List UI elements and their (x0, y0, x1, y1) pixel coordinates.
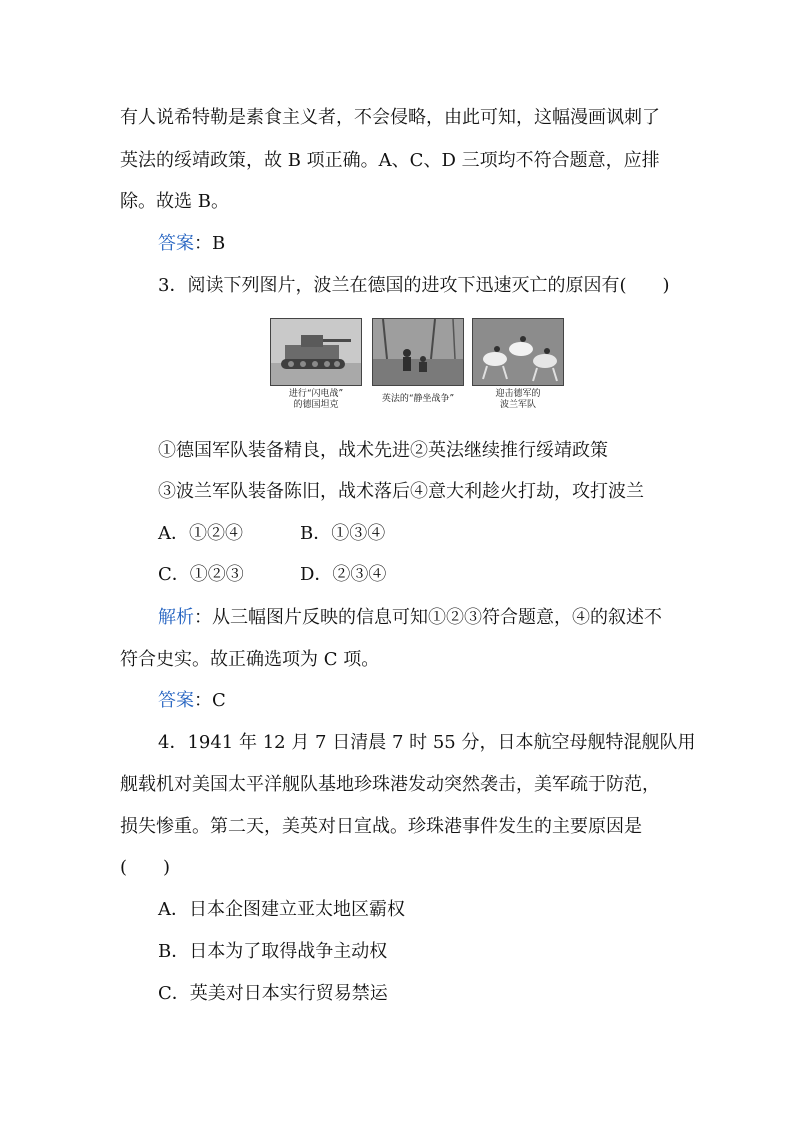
question-3-statements-2: ③波兰军队装备陈旧，战术落后④意大利趁火打劫，攻打波兰 (158, 481, 644, 502)
prev-analysis-line-1: 有人说希特勒是素食主义者，不会侵略，由此可知，这幅漫画讽刺了 (120, 107, 660, 128)
prev-analysis-line-3: 除。故选 B。 (120, 191, 229, 212)
prev-analysis-line-2: 英法的绥靖政策，故 B 项正确。A、C、D 三项均不符合题意，应排 (120, 150, 660, 171)
figure-german-tank (270, 318, 362, 411)
option-d: D．②③④ (300, 564, 387, 585)
figure-polish-cavalry (472, 318, 564, 411)
polish-cavalry-picture (472, 318, 564, 386)
answer-label: 答案 (158, 233, 194, 254)
figure-caption-line-1: 迎击德军的 (495, 389, 541, 399)
question-3-answer (158, 689, 226, 713)
answer-value: ：B (194, 233, 226, 254)
figure-caption-line-1: 进行“闪电战” (288, 389, 344, 399)
answer-label: 答案 (158, 690, 194, 711)
question-4-line-3: 损失惨重。第二天，美英对日宣战。珍珠港事件发生的主要原因是 (120, 816, 642, 837)
figure-caption-line-2: 的德国坦克 (293, 400, 339, 410)
option-a: A．①②④ (158, 523, 243, 544)
question-4-line-2: 舰载机对美国太平洋舰队基地珍珠港发动突然袭击，美军疏于防范， (120, 774, 660, 795)
question-3-stem: 3．阅读下列图片，波兰在德国的进攻下迅速灭亡的原因有( ) (158, 275, 670, 296)
option-b: B．①③④ (300, 523, 386, 544)
option-c: C．①②③ (158, 564, 244, 585)
phoney-war-photo (372, 318, 464, 386)
question-3-figures (270, 318, 570, 418)
figure-caption-line-2: 波兰军队 (499, 400, 536, 410)
question-4-line-1: 4．1941 年 12 月 7 日清晨 7 时 55 分，日本航空母舰特混舰队用 (158, 732, 696, 753)
figure-phoney-war (372, 318, 464, 405)
option-b: B．日本为了取得战争主动权 (158, 941, 388, 962)
tank-photo (270, 318, 362, 386)
option-c: C．英美对日本实行贸易禁运 (158, 983, 388, 1004)
analysis-label: 解析 (158, 607, 194, 628)
figure-caption-line-1: 英法的“静坐战争” (381, 394, 455, 404)
prev-answer (158, 232, 225, 256)
analysis-text: ：从三幅图片反映的信息可知①②③符合题意，④的叙述不 (194, 607, 662, 628)
answer-value: ：C (194, 690, 226, 711)
option-a: A．日本企图建立亚太地区霸权 (158, 899, 405, 920)
question-3-analysis (158, 606, 662, 630)
question-3-statements-1: ①德国军队装备精良，战术先进②英法继续推行绥靖政策 (158, 440, 608, 461)
question-3-analysis-line-2: 符合史实。故正确选项为 C 项。 (120, 649, 380, 670)
question-4-paren: ( ) (120, 857, 171, 878)
